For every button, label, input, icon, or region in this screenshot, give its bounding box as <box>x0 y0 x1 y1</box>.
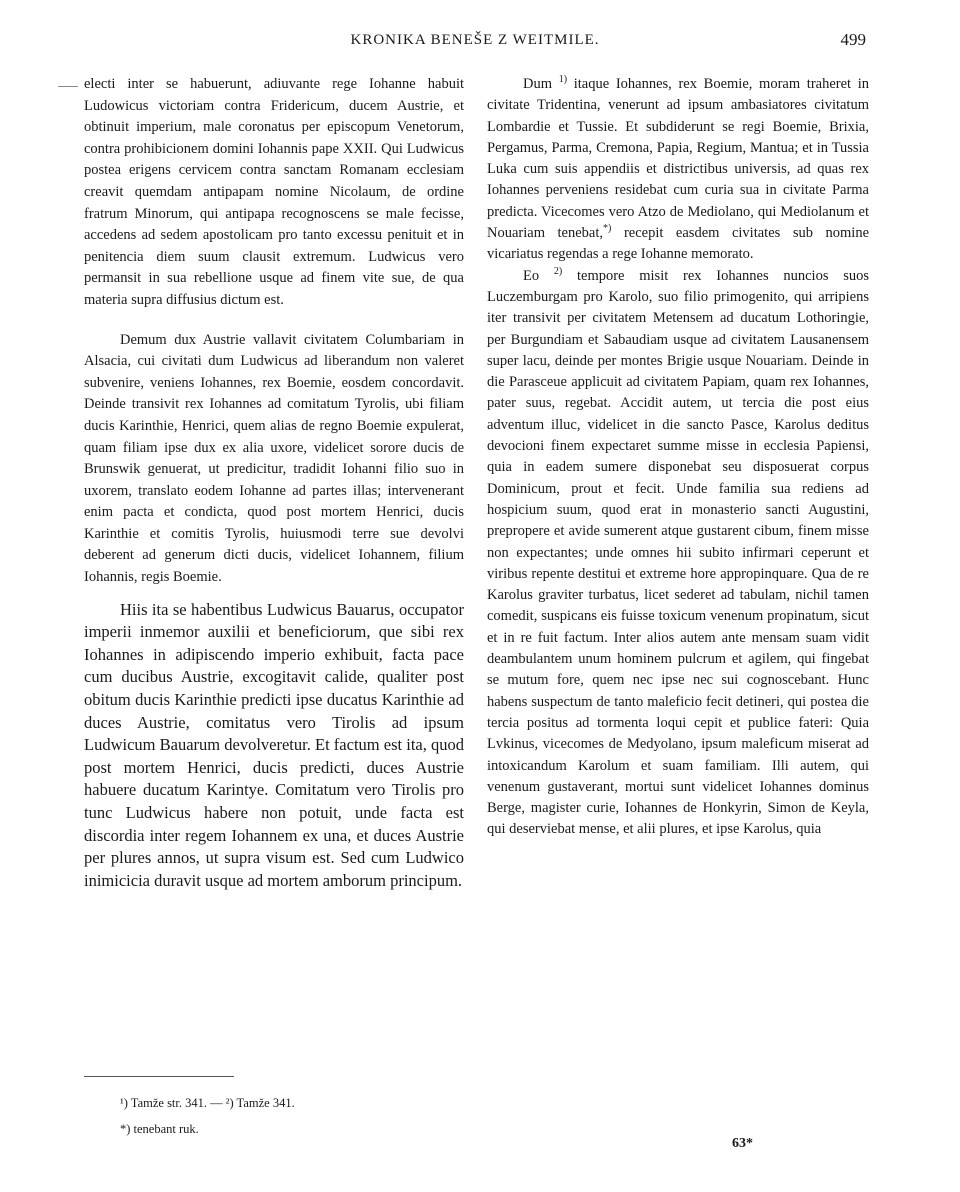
right-column <box>487 74 869 841</box>
right-paragraph-2 <box>487 266 869 841</box>
margin-mark <box>58 86 78 87</box>
footnote-line: *) tenebant ruk. <box>120 1122 199 1136</box>
header-title: KRONIKA BENEŠE Z WEITMILE. <box>350 32 600 48</box>
text-run: itaque Iohannes, rex Boemie, moram traheret in civitate Tridentina, venerunt ad ipsum ambasiatores civitatum Lombardie et Tussie. Et subdiderunt se regi Boemie, Brixia, Pergamus, Parma, Cremona, Papia, Regium, Mantua; et in Tussia Luka cum suis appendiis et districtibus universis, ad quas rex Iohannes perveniens residebat cum curia sua in civitate Parma predicta. Vicecomes vero Atzo de Mediolano, qui Mediolanum et Nouariam tenebat, <box>487 76 870 242</box>
left-paragraph-3: Hiis ita se habentibus Ludwicus Bauarus, occupator imperii inmemor auxilii et beneficiorum, que sibi rex Iohannes in adipiscendo imperio exhibuit, facta pace cum ducibus Austrie, excogitavit calide, qualiter post obitum ducis Karinthie predicti ipse ducatus Karinthie ad duces Austrie, comitatus vero Tirolis ad ipsum Ludwicum Bauarum devolveretur. Et factum est ita, quod post mortem Henrici, ducis predicti, duces Austrie habuere ducatum Karintye. Comitatum vero Tirolis pro tunc Ludwicus habere non potuit, unde facta est discordia inter regem Iohannem ex una, et duces Austrie per plures annos, ut supra visum est. Sed cum Ludwico inimicicia duravit usque ad mortem amborum principum. <box>84 599 464 890</box>
right-paragraph-1 <box>487 74 869 266</box>
signature-mark: 63* <box>732 1136 753 1151</box>
footnote-ref: 1) <box>558 74 568 86</box>
footnote-line: ¹) Tamže str. 341. — ²) Tamže 341. <box>120 1096 295 1110</box>
footnote-ref: *) <box>603 223 612 235</box>
footnotes <box>120 1090 295 1142</box>
footnote-ref: 2) <box>553 265 563 277</box>
text-run: tempore misit rex Iohannes nuncios suos Luczemburgam pro Karolo, suo filio primogenito, qui arripiens iter transivit per civitatem Metensem ad ducatum Lothoringie, per Burgundiam et Sabaudiam usque ad civitatem Lausanensem super lacu, deinde per montes Brigie usque Nouariam. Deinde in die Parasceue applicuit ad civitatem Papiam, quam rex Iohannes, pater suus, regebat. Accidit autem, ut tercia die post eius adventum illuc, videlicet in die sancto Pasce, Karolus deditus devocioni finem expectaret summe misse in ecclesia Papiensi, quia in eadem sumere disponebat seu disposuerat corpus Dominicum, prout et fecit. Unde familia sua rediens ad hospicium suum, quod erat in monasterio sancti Augustini, prepropere et avide sumerent atque gustarent cibum, finem misse non expectantes; unde omnes hii subito infirmari ceperunt et viribus repente destitui et extreme hore appropinquare. Qua de re Karolus graviter turbatus, licet sederet ad tabulam, nichil tamen comedit, suspicans eis fuisse toxicum venenum propinatum, sicut et in re fuit factum. Inter alios autem ante mensam suam vidit deambulantem unum hominem pulcrum et agilem, qui fingebat se mutum fore, quem nec ipse nec sui cognoscebant. Hunc habens suspectum de tanto maleficio fecit detineri, qui postea die tercia positus ad tormenta loqui cepit et publice fateri: Quia Lvkinus, vicecomes de Medyolano, ipsum maleficum miserat ad intoxicandum Karolum et suam familiam. Illi autem, qui venenum gustaverant, mortui sunt videlicet Iohannes dominus Berge, magister curie, Iohannes de Honkyrin, Simon de Keyla, qui deserviebat mense, et alii plures, et ipse Karolus, quia <box>487 267 870 838</box>
text-run: recepit easdem civitates sub nomine vicariatus regendas a rege Iohanne memorato. <box>487 225 870 263</box>
left-paragraph-2: Demum dux Austrie vallavit civitatem Columbariam in Alsacia, cui civitati dum Ludwicus ad liberandum non valeret subvenire, veniens Iohannes, rex Boemie, eosdem concordavit. Deinde transivit rex Iohannes ad comitatum Tyrolis, ubi filiam ducis Karinthie, Henrici, quem alias de regno Boemie expulerat, quam filiam ipse dux ex alia uxore, videlicet sorore ducis de Brunswik genuerat, ut predicitur, tradidit Iohanni filio suo in uxorem, translato eodem Iohanne ad partes illas; intervenerant enim pacta et condicta, quod post mortem Henrici, ducis Karinthie et comitis Tyrolis, huiusmodi terre sue devolvi deberent ad generum dicti ducis, videlicet Iohannem, filium Iohannis, regis Boemie. <box>84 331 464 586</box>
left-column <box>84 74 464 892</box>
page-number: 499 <box>840 30 866 49</box>
left-paragraph-1: electi inter se habuerunt, adiuvante rege Iohanne habuit Ludowicus victoriam contra Fridericum, ducem Austrie, et obtinuit imperium, male coronatus per episcopum Venetorum, contra prohibicionem domini Iohannis pape XXII. Qui Ludwicus postea erigens cervicem contra sanctam Romanam ecclesiam creavit quemdam antipapam nomine Nicolaum, de ordine fratrum Minorum, qui antipapa recognoscens se male fecisse, accedens ad sedem apostolicam pro tanto excessu penituit et in penitencia diem suum clausit extremum. Ludwicus vero permansit in sua rebellione usque ad finem vite sue, de qua materia supra diffusius dictum est. <box>84 76 464 308</box>
text-run: Eo <box>523 267 540 284</box>
running-header <box>84 30 866 56</box>
footnote-rule <box>84 1076 234 1077</box>
text-run: Dum <box>523 76 552 92</box>
